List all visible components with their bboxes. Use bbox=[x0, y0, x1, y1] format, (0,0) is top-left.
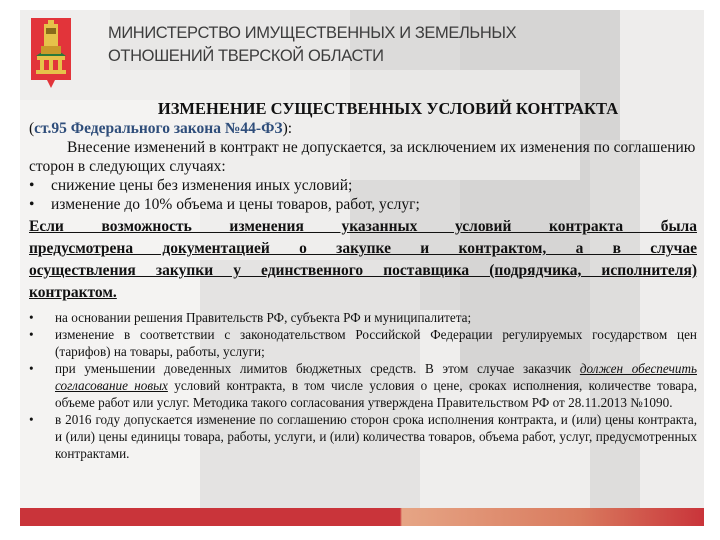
paren-close: ): bbox=[282, 120, 293, 137]
case-item bbox=[29, 195, 697, 214]
detail-item bbox=[29, 326, 697, 360]
bullet-icon: • bbox=[29, 177, 35, 194]
main-heading: ИЗМЕНЕНИЕ СУЩЕСТВЕННЫХ УСЛОВИЙ КОНТРАКТА bbox=[157, 99, 619, 118]
ministry-title bbox=[108, 22, 516, 68]
slide-content bbox=[29, 98, 697, 462]
detail-item bbox=[29, 411, 697, 462]
bullet-icon: • bbox=[29, 361, 34, 376]
case-text: изменение до 10% объема и цены товаров, работ, услуг; bbox=[51, 196, 420, 213]
slide bbox=[20, 10, 704, 526]
law-reference: ст.95 Федерального закона №44-ФЗ bbox=[34, 120, 283, 137]
intro-paragraph: Внесение изменений в контракт не допускается, за исключением их изменения по соглашению сторон в следующих случаях: bbox=[29, 139, 696, 175]
case-text: снижение цены без изменения иных условий; bbox=[51, 177, 353, 194]
law-citation bbox=[29, 119, 697, 138]
detail-text-post: условий контракта, в том числе условия о цене, сроках исполнения, количестве товара, объеме работ или услуг. Методика такого согласования утверждена Правительством РФ от 28.11.2013 №1090. bbox=[55, 378, 698, 410]
ministry-title-line2: ОТНОШЕНИЙ ТВЕРСКОЙ ОБЛАСТИ bbox=[108, 47, 384, 65]
paren-open: ( bbox=[29, 120, 35, 137]
details-list bbox=[29, 309, 697, 462]
detail-item bbox=[29, 309, 697, 326]
condition-paragraph: Если возможность изменения указанных условий контракта была предусмотрена документацией о закупке и контрактом, а в случае осуществления закупки у единственного поставщика (подрядчика, исполнителя) контрактом. bbox=[29, 218, 697, 301]
detail-item bbox=[29, 360, 697, 411]
bullet-icon: • bbox=[29, 196, 35, 213]
detail-text: на основании решения Правительств РФ, субъекта РФ и муниципалитета; bbox=[55, 310, 472, 325]
tver-coat-of-arms-icon bbox=[31, 18, 71, 90]
bullet-icon: • bbox=[29, 310, 34, 325]
case-item bbox=[29, 176, 697, 195]
detail-text: в 2016 году допускается изменение по соглашению сторон срока исполнения контракта, и (или) цены контракта, и (или) цены единицы товара, работы, услуги, и (или) количества товаров, объема работ, услуг, предусмотренных контрактами. bbox=[55, 412, 697, 461]
ministry-title-line1: МИНИСТЕРСТВО ИМУЩЕСТВЕННЫХ И ЗЕМЕЛЬНЫХ bbox=[108, 24, 517, 42]
detail-emphasis: должен обеспечить согласование новых bbox=[55, 361, 697, 393]
footer-bar bbox=[20, 508, 704, 526]
bullet-icon: • bbox=[29, 412, 34, 427]
detail-text bbox=[55, 360, 697, 411]
detail-text-pre: при уменьшении доведенных лимитов бюджетных средств. В этом случае заказчик bbox=[55, 361, 580, 376]
detail-text: изменение в соответствии с законодательством Российской Федерации регулируемых государством цен (тарифов) на товары, работы, услуги; bbox=[55, 327, 697, 359]
bullet-icon: • bbox=[29, 327, 34, 342]
